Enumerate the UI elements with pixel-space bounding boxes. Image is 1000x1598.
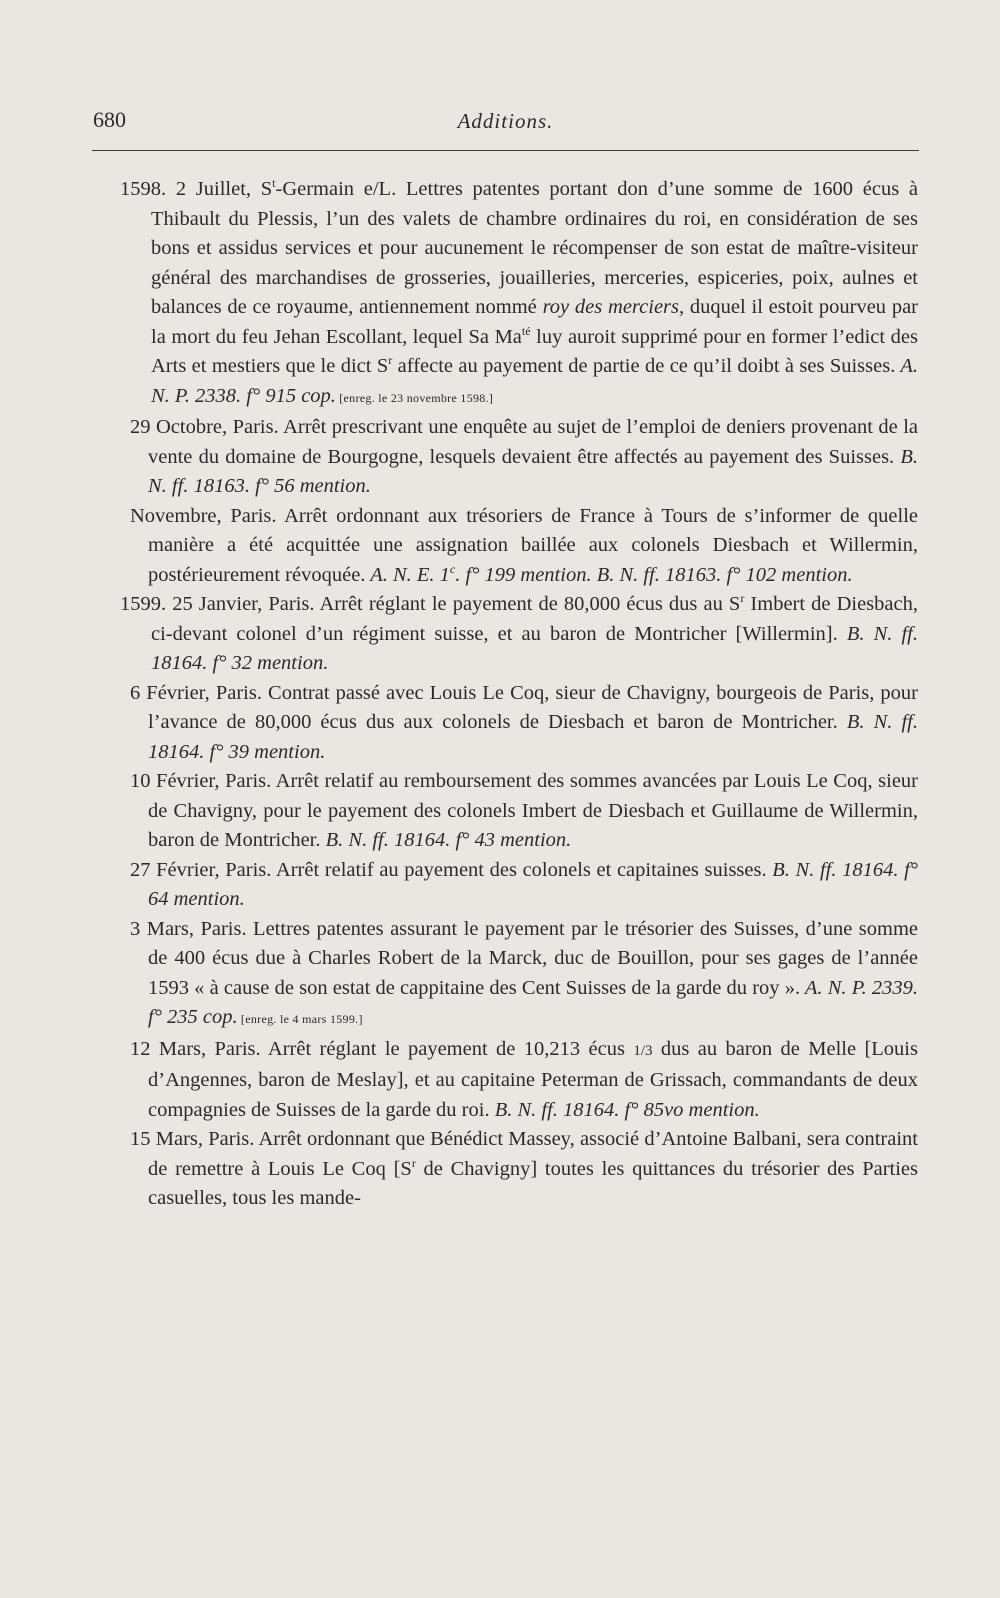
entry-date-sup: t bbox=[272, 176, 276, 191]
header-rule bbox=[92, 150, 919, 151]
entry-date-rest: -Germain e/L. bbox=[275, 178, 397, 200]
entry-text: Arrêt réglant le payement de 10,213 écus bbox=[260, 1037, 634, 1060]
entry-reference: B. N. ff. 18164. f° 32 mention. bbox=[151, 622, 918, 674]
entry-1598-11 bbox=[130, 502, 918, 591]
entry-text: Imbert de Diesbach, ci-devant colonel d’un régiment suisse, et au baron de Montricher [Willermin]. bbox=[151, 593, 918, 645]
entry-year: 1598. bbox=[120, 178, 167, 200]
entry-date: 2 Juillet, S bbox=[175, 178, 273, 200]
entry-text: Arrêt relatif au payement des colonels et capitaines suisses. bbox=[271, 858, 767, 881]
entry-text: de Chavigny] toutes les quittances du trésorier des Parties casuelles, tous les mande- bbox=[148, 1157, 918, 1209]
entry-reference: A. N. P. 2338. f° 915 cop. bbox=[151, 355, 918, 407]
entry-reference: B. N. ff. 18164. f° 64 mention. bbox=[148, 858, 918, 910]
entry-text: affecte au payement de partie de ce qu’il doibt à ses Suisses. bbox=[392, 355, 896, 377]
entry-date: 29 Octobre, Paris. bbox=[130, 416, 279, 438]
entry-date: Novembre, Paris. bbox=[130, 504, 277, 527]
entry-reference: . f° 199 mention. B. N. ff. 18163. f° 102 mention. bbox=[455, 563, 853, 586]
page-number: 680 bbox=[93, 107, 126, 132]
entry-sup: r bbox=[740, 591, 745, 606]
entry-date: 15 Mars, Paris. bbox=[130, 1128, 255, 1150]
entry-registration: [enreg. le 23 novembre 1598.] bbox=[335, 390, 494, 405]
entry-1599-02-27 bbox=[130, 856, 918, 915]
entry-1599-03-15 bbox=[130, 1125, 918, 1214]
entry-italic: roy des merciers bbox=[542, 296, 680, 318]
page-header bbox=[93, 107, 918, 137]
entry-text: Arrêt prescrivant une enquête au sujet de l’emploi de deniers provenant de la vente du domaine de Bourgogne, lesquels devaient être affectés au payement des Suisses. bbox=[148, 416, 918, 468]
entry-1599-03-12 bbox=[130, 1035, 918, 1126]
entry-fraction: 1/3 bbox=[633, 1042, 653, 1059]
entry-date: 10 Février, Paris. bbox=[130, 770, 272, 792]
entry-1598-07-02 bbox=[120, 175, 918, 413]
entry-year: 1599. bbox=[120, 593, 167, 615]
entry-sup: r bbox=[388, 353, 393, 368]
entry-reference: B. N. ff. 18164. f° 39 mention. bbox=[148, 711, 918, 763]
entry-text: Arrêt ordonnant que Bénédict Massey, associé d’Antoine Balbani, sera contraint de remettre à Louis Le Coq [S bbox=[148, 1128, 918, 1180]
entry-date: 27 Février, Paris. bbox=[130, 858, 272, 881]
entry-1599-02-06 bbox=[130, 679, 918, 768]
entry-date: 3 Mars, Paris. bbox=[130, 917, 247, 940]
entry-date: 12 Mars, Paris. bbox=[130, 1037, 261, 1060]
entry-text: Lettres patentes assurant le payement par le trésorier des Suisses, d’une somme de 400 écus due à Charles Robert de la Marck, duc de Bouillon, pour ses gages de l’année 1593 « à cause de son estat de cappitaine des Cent Suisses de la garde du roy ». bbox=[148, 917, 918, 999]
entry-reference: B. N. ff. 18164. f° 85vo mention. bbox=[489, 1098, 760, 1121]
entry-1599-01-25 bbox=[120, 590, 918, 679]
entry-reference: B. N. ff. 18163. f° 56 mention. bbox=[148, 445, 918, 497]
entry-reference: B. N. ff. 18164. f° 43 mention. bbox=[320, 829, 572, 851]
entry-text: Arrêt réglant le payement de 80,000 écus dus au S bbox=[314, 593, 741, 615]
page-body bbox=[0, 175, 1000, 1214]
entry-text: Contrat passé avec Louis Le Coq, sieur de Chavigny, bourgeois de Paris, pour l’avance de 80,000 écus dus aux colonels de Diesbach et baron de Montricher. bbox=[148, 681, 918, 733]
entry-text: Arrêt ordonnant aux trésoriers de France à Tours de s’informer de quelle manière a été acquittée une assignation baillée aux colonels Diesbach et Willermin, postérieurement révoquée. bbox=[148, 504, 918, 586]
entry-sup: c bbox=[449, 561, 456, 576]
entry-text: , duquel il estoit pourveu par la mort du feu Jehan Escollant, lequel Sa Ma bbox=[151, 296, 918, 348]
entry-text: Lettres patentes portant don d’une somme de 1600 écus à Thibault du Plessis, l’un des valets de chambre ordinaires du roi, en considération de ses bons et assidus services et pour aucunement le récompenser de son estat de maître-visiteur général des marchandises de grosseries, jouailleries, merceries, espiceries, poix, aulnes et balances de ce royaume, antiennement nommé bbox=[151, 178, 918, 318]
entry-sup: té bbox=[521, 323, 531, 338]
entry-1599-03-03 bbox=[130, 915, 918, 1035]
entry-1598-10-29 bbox=[130, 413, 918, 502]
running-title: Additions. bbox=[457, 109, 554, 133]
entry-text: dus au baron de Melle [Louis d’Angennes, baron de Meslay], et au capitaine Peterman de Grissach, commandants de deux compagnies de Suisses de la garde du roi. bbox=[148, 1037, 918, 1121]
entry-date: 25 Janvier, Paris. bbox=[172, 593, 315, 615]
entry-sup: r bbox=[411, 1155, 416, 1170]
entry-registration: [enreg. le 4 mars 1599.] bbox=[237, 1012, 363, 1026]
entry-date: 6 Février, Paris. bbox=[130, 681, 262, 704]
entry-text: luy auroit supprimé pour en former l’edict des Arts et mestiers que le dict S bbox=[151, 325, 918, 377]
entry-reference: A. N. P. 2339. f° 235 cop. bbox=[148, 976, 918, 1028]
entry-text: Arrêt relatif au remboursement des sommes avancées par Louis Le Coq, sieur de Chavigny, pour le payement des colonels Imbert de Diesbach et Guillaume de Willermin, baron de Montricher. bbox=[148, 770, 918, 851]
entry-reference: A. N. E. 1 bbox=[365, 563, 450, 586]
entry-1599-02-10 bbox=[130, 767, 918, 856]
